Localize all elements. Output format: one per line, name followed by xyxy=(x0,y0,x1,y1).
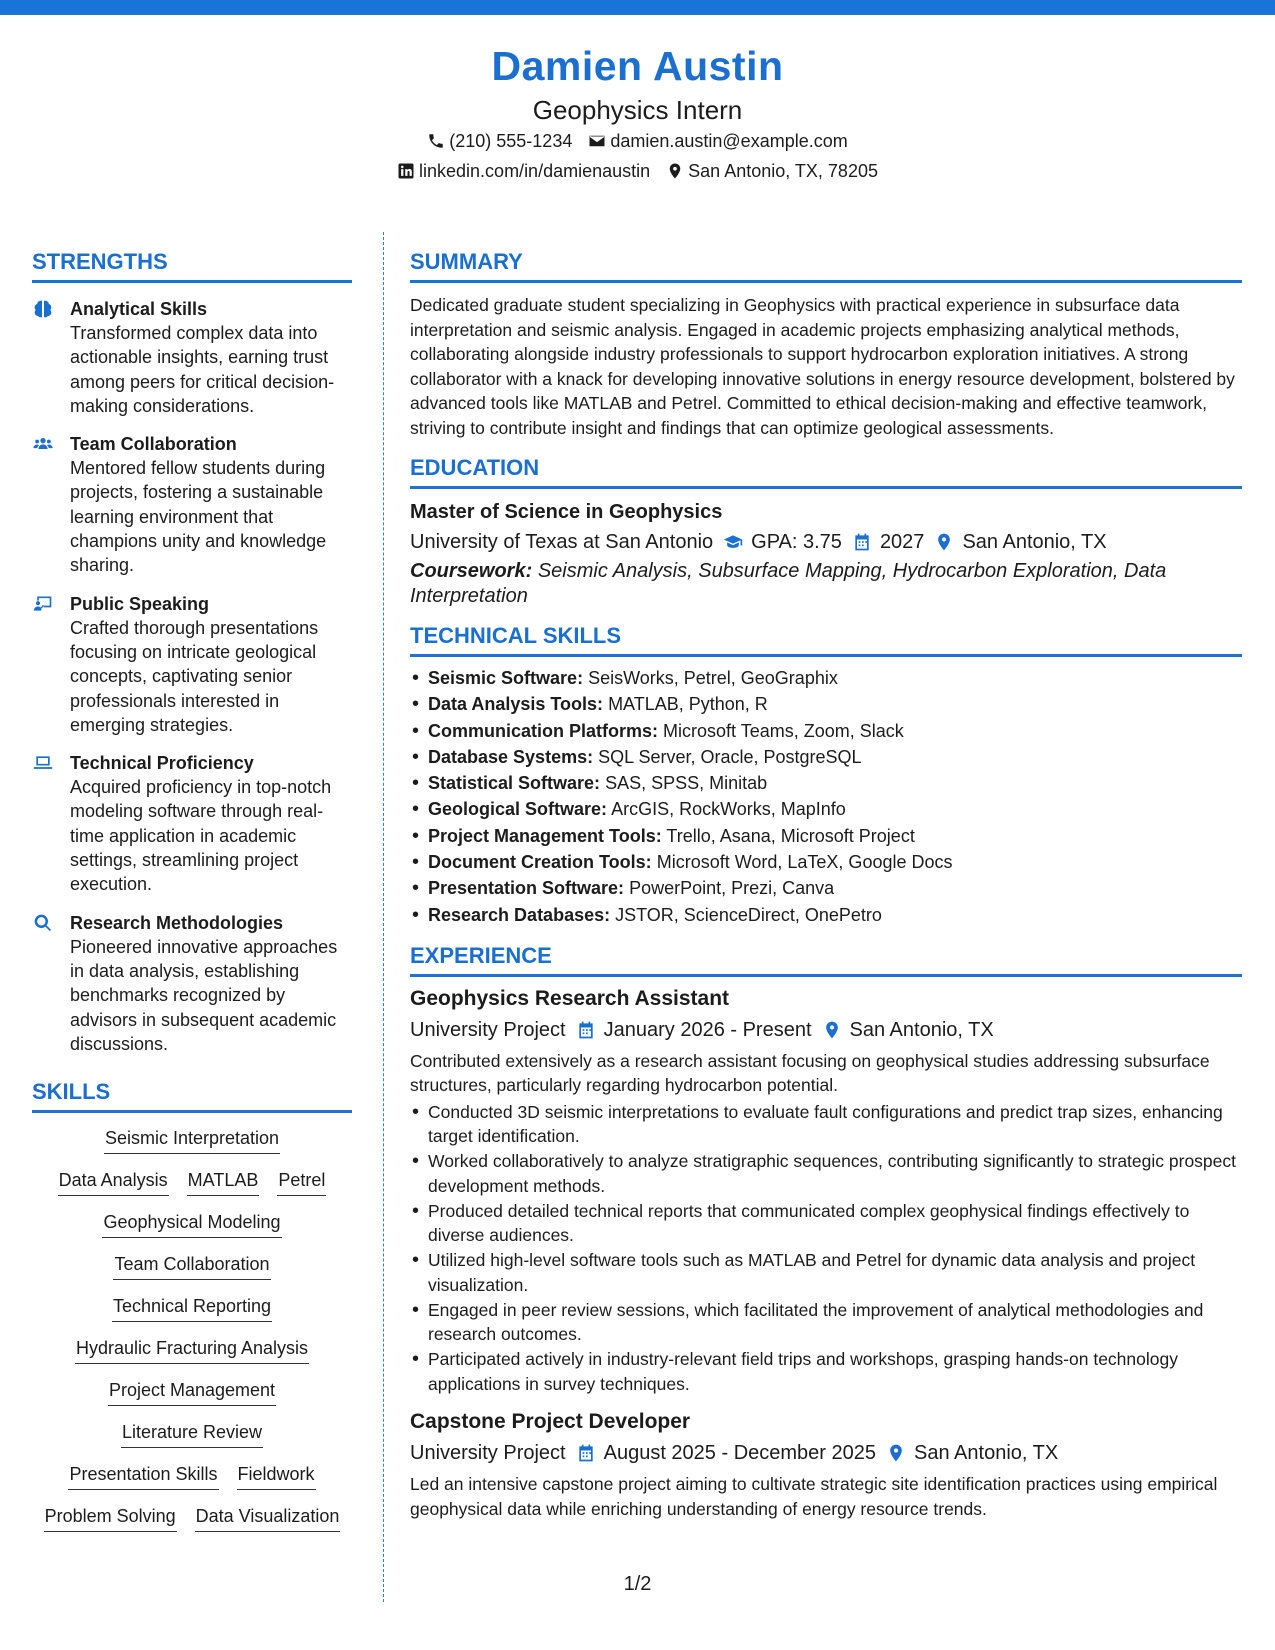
skill-tag: Project Management xyxy=(108,1377,276,1406)
strength-item xyxy=(32,297,352,418)
skill-tag: Geophysical Modeling xyxy=(102,1209,281,1238)
job-meta xyxy=(410,1015,1242,1045)
strength-item xyxy=(32,911,352,1056)
skill-tag: Seismic Interpretation xyxy=(104,1125,280,1154)
search-icon xyxy=(32,913,54,933)
linkedin-text[interactable]: linkedin.com/in/damienaustin xyxy=(419,161,651,181)
strength-item xyxy=(32,751,352,896)
tech-skill-value: MATLAB, Python, R xyxy=(608,694,768,715)
linkedin-item[interactable] xyxy=(397,156,650,186)
candidate-name: Damien Austin xyxy=(491,43,784,89)
skills-heading: SKILLS xyxy=(32,1078,352,1113)
tech-skill-label: Geological Software: xyxy=(428,799,608,820)
skill-tag: Fieldwork xyxy=(237,1461,316,1490)
job-location: San Antonio, TX xyxy=(914,1442,1059,1465)
strength-item xyxy=(32,432,352,577)
skill-tag: Team Collaboration xyxy=(113,1251,270,1280)
strength-title: Team Collaboration xyxy=(70,434,237,455)
tech-skill-item xyxy=(410,823,1242,849)
tech-skill-value: Microsoft Word, LaTeX, Google Docs xyxy=(656,852,953,873)
phone-item xyxy=(427,126,572,156)
tech-skill-label: Statistical Software: xyxy=(428,773,601,794)
strength-item xyxy=(32,592,352,737)
presenter-icon xyxy=(32,594,54,614)
technical-skills-heading: TECHNICAL SKILLS xyxy=(410,622,1242,657)
tech-skill-label: Communication Platforms: xyxy=(428,720,659,741)
job-dates: August 2025 - December 2025 xyxy=(603,1442,877,1465)
contact-line-1 xyxy=(0,126,1275,156)
job-bullet: • Produced detailed technical reports that communicated complex geophysical findings effectively to diverse audiences. xyxy=(410,1199,1242,1248)
job-bullets xyxy=(410,1100,1242,1397)
strength-desc: Pioneered innovative approaches in data analysis, establishing benchmarks recognized by advisors in subsequent academic discussions. xyxy=(70,936,338,1054)
tech-skill-item xyxy=(410,902,1242,928)
job-org: University Project xyxy=(410,1442,566,1465)
column-divider xyxy=(383,232,384,1602)
tech-skill-label: Seismic Software: xyxy=(428,668,584,688)
school-name: University of Texas at San Antonio xyxy=(410,531,714,553)
tech-skill-value: PowerPoint, Prezi, Canva xyxy=(629,878,835,899)
map-pin-icon xyxy=(666,162,684,180)
job-location: San Antonio, TX xyxy=(849,1018,994,1041)
skill-tag: Data Visualization xyxy=(195,1503,341,1532)
envelope-icon xyxy=(588,132,606,150)
tech-skill-value: SQL Server, Oracle, PostgreSQL xyxy=(598,746,862,767)
tech-skill-value: SeisWorks, Petrel, GeoGraphix xyxy=(588,668,838,688)
skill-tag: Data Analysis xyxy=(58,1167,169,1196)
graduation-cap-icon xyxy=(723,532,743,552)
tech-skill-label: Project Management Tools: xyxy=(428,825,662,846)
linkedin-icon xyxy=(397,162,415,180)
strength-title: Technical Proficiency xyxy=(70,753,254,774)
education-meta xyxy=(410,527,1242,557)
summary-text: Dedicated graduate student specializing in Geophysics with practical experience in subsurface data interpretation and seismic analysis. Engaged in academic projects emphasizing analytical methods, collaborating alongside industry professionals to support hydrocarbon exploration initiatives. A strong collaborator with a knack for developing innovative solutions in energy resource development, bolstered by advanced tools like MATLAB and Petrel. Committed to ethical decision-making and effective teamwork, striving to contribute insight and findings that can optimize geological assessments. xyxy=(410,295,1235,438)
strength-desc: Transformed complex data into actionable insights, earning trust among peers for critical decision-making considerations. xyxy=(70,323,335,416)
job-bullet: • Conducted 3D seismic interpretations to evaluate fault configurations and predict trap sizes, enhancing target identification. xyxy=(410,1100,1242,1149)
right-column xyxy=(410,248,1242,1521)
degree-title: Master of Science in Geophysics xyxy=(410,501,723,523)
phone-icon xyxy=(427,132,445,150)
map-pin-icon xyxy=(934,532,954,552)
tech-skill-item xyxy=(410,875,1242,901)
tech-skill-value: JSTOR, ScienceDirect, OnePetro xyxy=(615,904,882,925)
calendar-icon xyxy=(576,1020,596,1040)
job-summary: Contributed extensively as a research assistant focusing on geophysical studies addressing subsurface structures, particularly regarding hydrocarbon potential. xyxy=(410,1050,1210,1096)
job-entry xyxy=(410,1408,1242,1521)
email-item[interactable] xyxy=(588,126,847,156)
job-bullet: • Engaged in peer review sessions, which facilitated the improvement of analytical methodologies and research outcomes. xyxy=(410,1298,1242,1347)
calendar-icon xyxy=(852,532,872,552)
tech-skill-label: Data Analysis Tools: xyxy=(428,694,604,715)
strength-title: Research Methodologies xyxy=(70,912,284,933)
coursework-list: Seismic Analysis, Subsurface Mapping, Hydrocarbon Exploration, Data Interpretation xyxy=(410,560,1167,607)
skills-cloud xyxy=(32,1125,352,1532)
job-bullet: • Worked collaboratively to analyze stratigraphic sequences, contributing significantly to strategic prospect development methods. xyxy=(410,1149,1242,1198)
page-number: 1/2 xyxy=(623,1573,652,1595)
gpa-text: GPA: 3.75 xyxy=(751,531,842,553)
location-item xyxy=(666,156,878,186)
tech-skill-item xyxy=(410,849,1242,875)
tech-skill-item xyxy=(410,770,1242,796)
strength-title: Analytical Skills xyxy=(70,299,208,319)
tech-skill-value: Microsoft Teams, Zoom, Slack xyxy=(663,720,904,741)
laptop-icon xyxy=(32,753,54,773)
location-text: San Antonio, TX, 78205 xyxy=(688,161,878,181)
tech-skill-item xyxy=(410,744,1242,770)
skill-tag: MATLAB xyxy=(187,1167,260,1196)
phone-text: (210) 555-1234 xyxy=(449,131,573,151)
brain-icon xyxy=(32,299,54,319)
education-heading: EDUCATION xyxy=(410,454,1242,489)
strength-desc: Crafted thorough presentations focusing on intricate geological concepts, captivating senior professionals interested in emerging strategies. xyxy=(70,617,319,735)
tech-skill-label: Presentation Software: xyxy=(428,878,625,899)
job-org: University Project xyxy=(410,1018,566,1041)
strengths-heading: STRENGTHS xyxy=(32,248,352,283)
calendar-icon xyxy=(576,1443,596,1463)
strength-title: Public Speaking xyxy=(70,593,210,614)
coursework xyxy=(410,559,1242,608)
strength-desc: Mentored fellow students during projects, fostering a sustainable learning environment that champions unity and knowledge sharing. xyxy=(70,458,327,576)
coursework-label: Coursework: xyxy=(410,560,533,582)
tech-skill-item xyxy=(410,665,1242,691)
email-text[interactable]: damien.austin@example.com xyxy=(610,131,848,151)
skill-tag: Presentation Skills xyxy=(68,1461,218,1490)
skill-tag: Literature Review xyxy=(121,1419,263,1448)
users-icon xyxy=(32,434,54,454)
job-entry xyxy=(410,985,1242,1397)
graduation-year: 2027 xyxy=(879,531,925,553)
skill-tag: Problem Solving xyxy=(44,1503,177,1532)
contact-line-2 xyxy=(0,156,1275,186)
experience-heading: EXPERIENCE xyxy=(410,942,1242,977)
candidate-role: Geophysics Intern xyxy=(532,95,743,125)
left-column xyxy=(32,248,352,1545)
technical-skills-list xyxy=(410,665,1242,928)
tech-skill-label: Database Systems: xyxy=(428,746,594,767)
job-bullet: • Participated actively in industry-relevant field trips and workshops, grasping hands-on technology applications in survey techniques. xyxy=(410,1347,1242,1396)
job-dates: January 2026 - Present xyxy=(603,1018,812,1041)
top-accent-bar xyxy=(0,0,1275,15)
skill-tag: Petrel xyxy=(277,1167,326,1196)
job-summary: Led an intensive capstone project aiming to cultivate strategic site identification practices using empirical geophysical data while enriching understanding of energy resource trends. xyxy=(410,1474,1218,1519)
resume-header xyxy=(0,40,1275,186)
skill-tag: Technical Reporting xyxy=(112,1293,272,1322)
tech-skill-label: Document Creation Tools: xyxy=(428,852,652,873)
job-meta xyxy=(410,1438,1242,1468)
tech-skill-label: Research Databases: xyxy=(428,904,611,925)
tech-skill-item xyxy=(410,718,1242,744)
tech-skill-value: ArcGIS, RockWorks, MapInfo xyxy=(611,799,846,820)
strength-desc: Acquired proficiency in top-notch modeling software through real-time application in academic settings, streamlining project execution. xyxy=(70,777,332,895)
tech-skill-value: SAS, SPSS, Minitab xyxy=(605,773,768,794)
job-title: Capstone Project Developer xyxy=(410,1410,691,1434)
tech-skill-value: Trello, Asana, Microsoft Project xyxy=(666,825,915,846)
job-bullet: • Utilized high-level software tools such as MATLAB and Petrel for dynamic data analysis and project visualization. xyxy=(410,1248,1242,1297)
school-location: San Antonio, TX xyxy=(962,531,1107,553)
tech-skill-item xyxy=(410,796,1242,822)
tech-skill-item xyxy=(410,691,1242,717)
map-pin-icon xyxy=(886,1443,906,1463)
summary-heading: SUMMARY xyxy=(410,248,1242,283)
job-title: Geophysics Research Assistant xyxy=(410,986,730,1010)
skill-tag: Hydraulic Fracturing Analysis xyxy=(75,1335,309,1364)
map-pin-icon xyxy=(822,1020,842,1040)
